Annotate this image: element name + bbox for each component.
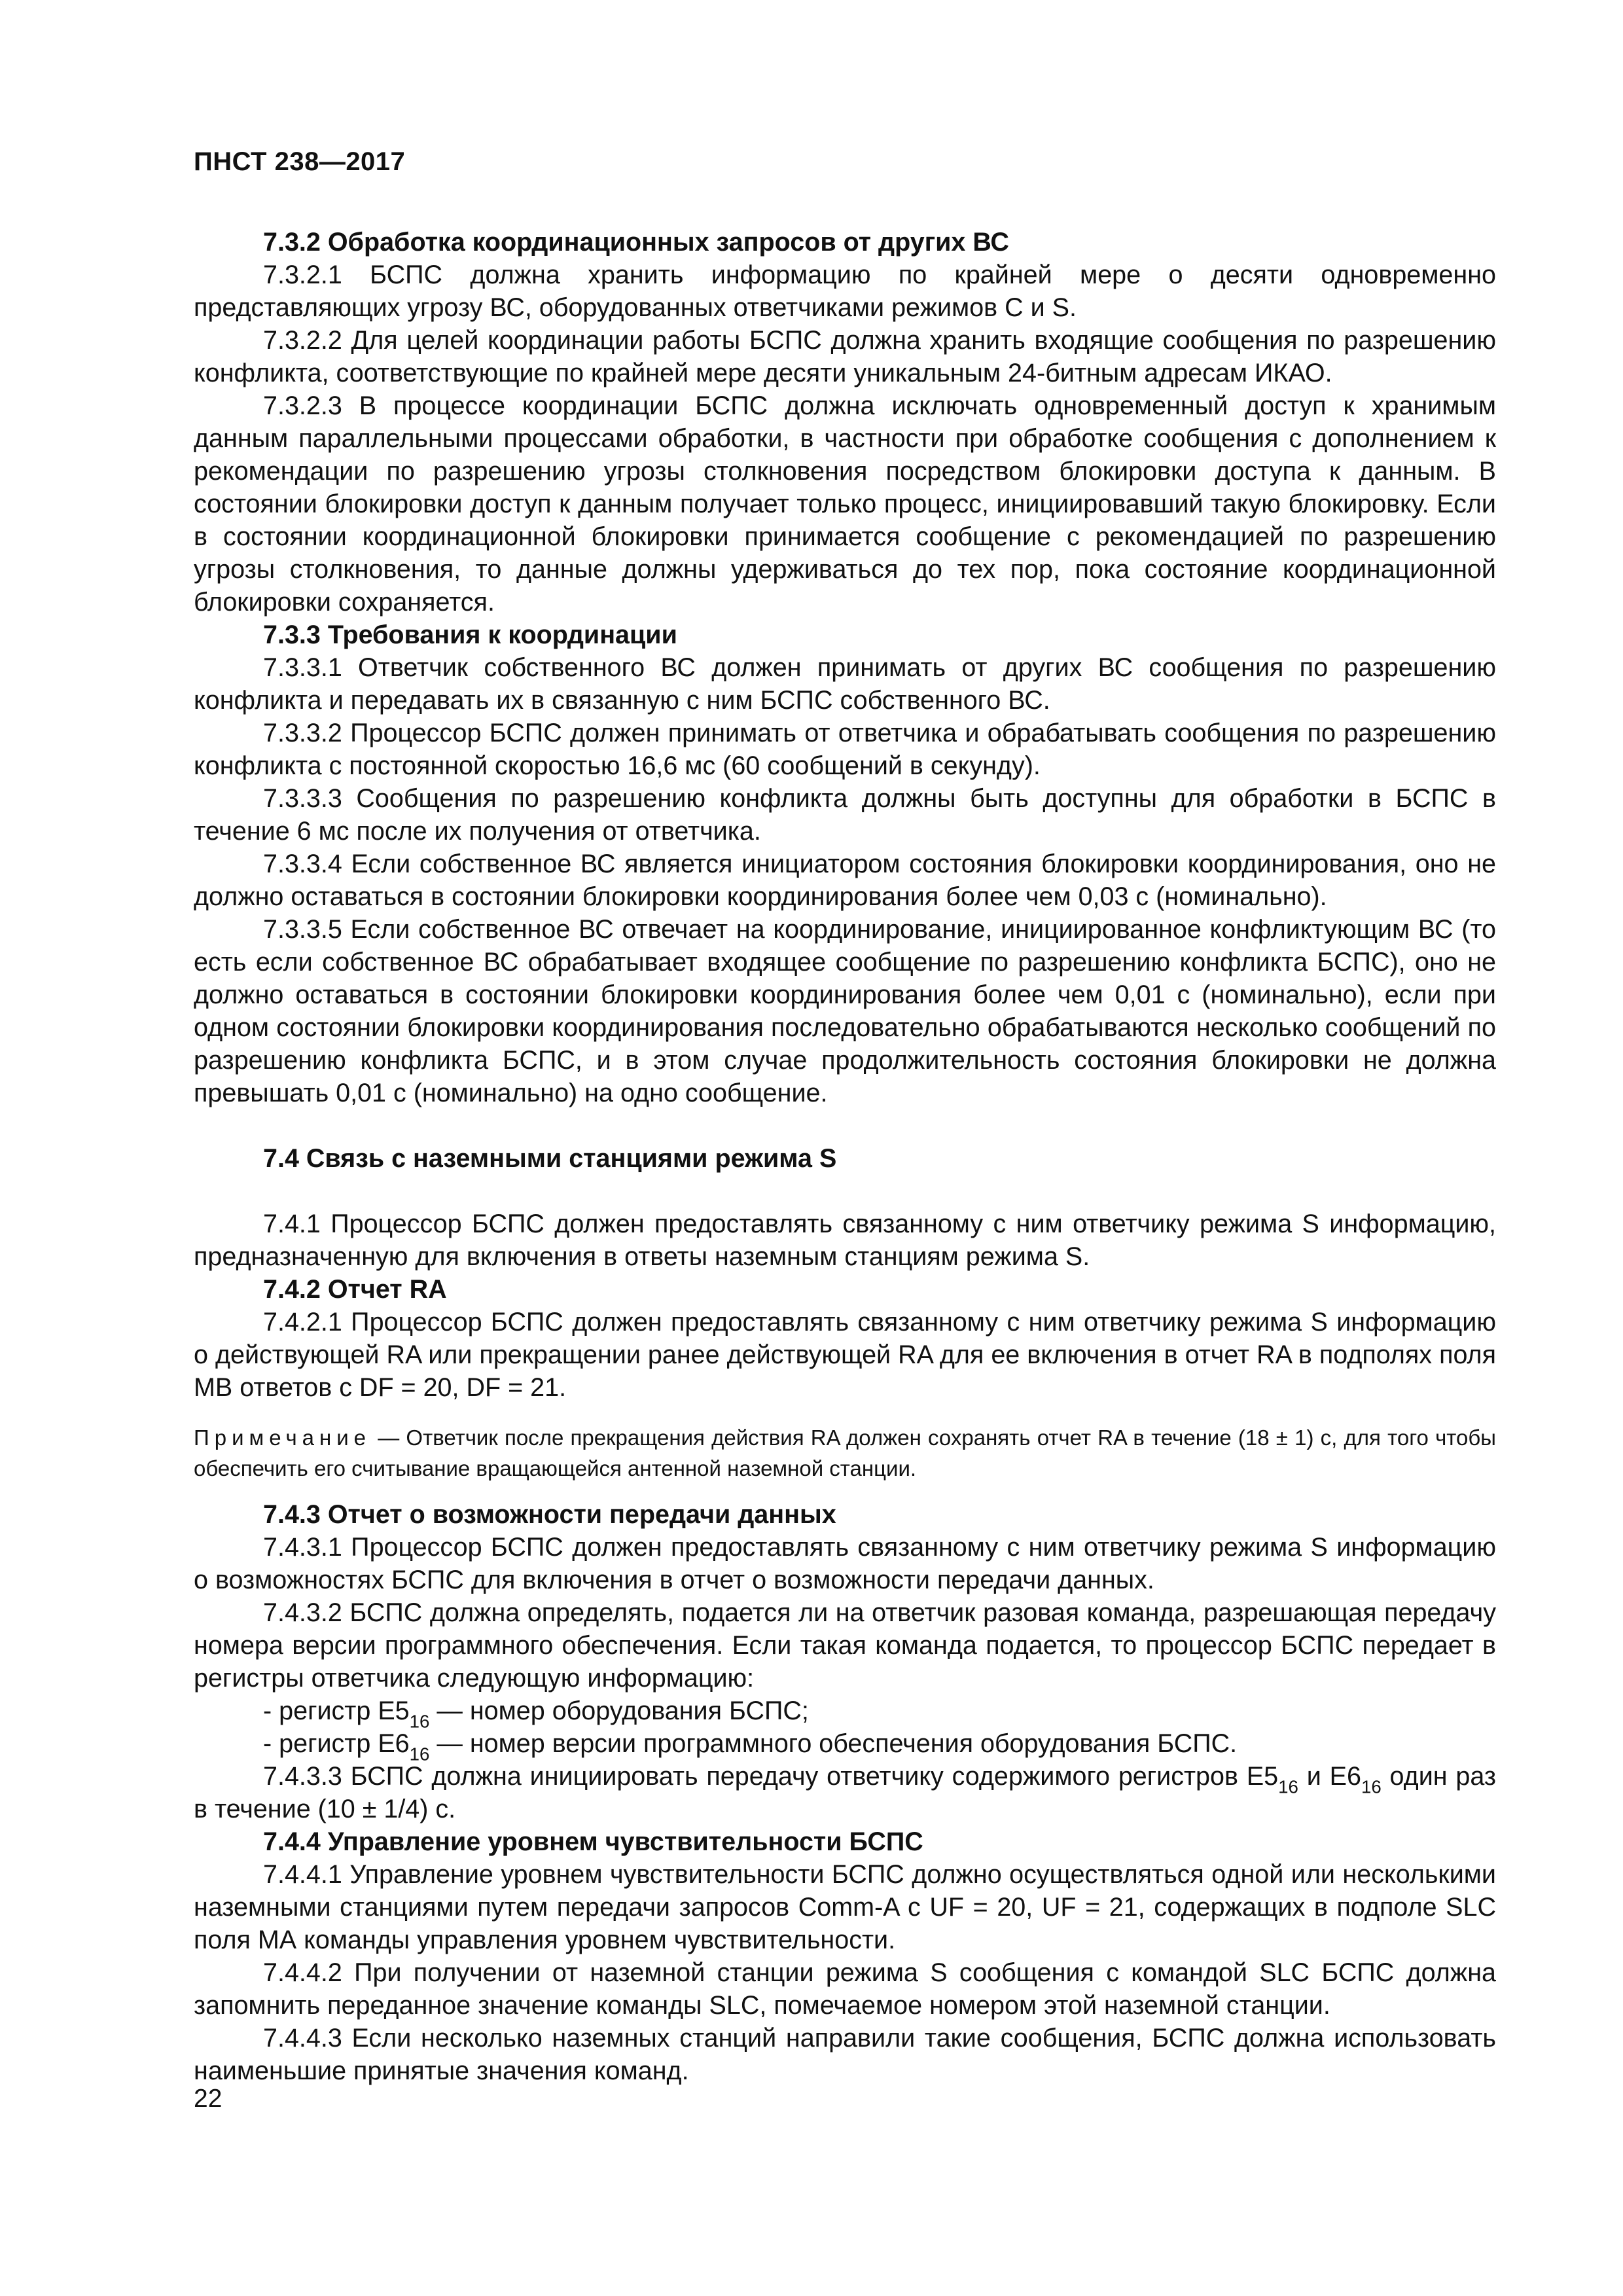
paragraph-7-4-1: 7.4.1 Процессор БСПС должен предоставлять связанному с ним ответчику режима S информацию, предназначенную для включения в ответы наземным станциям режима S. [194, 1210, 1496, 1271]
paragraph-text: 7.4.3.3 БСПС должна инициировать передачу ответчику содержимого регистров Е5 [263, 1762, 1279, 1791]
subscript: 16 [409, 1711, 430, 1732]
list-item-text: — номер оборудования БСПС; [429, 1696, 809, 1725]
paragraph-7-4-2-1: 7.4.2.1 Процессор БСПС должен предоставлять связанному с ним ответчику режима S информацию о действующей RA или прекращении ранее действующей RA для ее включения в отчет RA в подполях поля MB ответов с DF = 20, DF = 21. [194, 1308, 1496, 1402]
subscript: 16 [1278, 1776, 1298, 1797]
paragraph-7-4-4-2: 7.4.4.2 При получении от наземной станции режима S сообщения с командой SLC БСПС должна запомнить переданное значение команды SLC, помечаемое номером этой наземной станции. [194, 1958, 1496, 2020]
list-item-register-e5 [194, 1695, 1496, 1732]
paragraph-7-3-3-3: 7.3.3.3 Сообщения по разрешению конфликта должны быть доступны для обработки в БСПС в течение 6 мс после их получения от ответчика. [194, 784, 1496, 846]
paragraph-7-4-3-3 [194, 1760, 1496, 1825]
document-code: ПНСТ 238—2017 [194, 147, 406, 176]
paragraph-7-4-3-2: 7.4.3.2 БСПС должна определять, подается ли на ответчик разовая команда, разрешающая передачу номера версии программного обеспечения. Если такая команда подается, то процессор БСПС передает в регистры ответчика следующую информацию: [194, 1598, 1496, 1693]
paragraph-7-3-3-4: 7.3.3.4 Если собственное ВС является инициатором состояния блокировки координирования, оно не должно оставаться в состоянии блокировки координирования более чем 0,03 с (номинально). [194, 850, 1496, 911]
paragraph-7-4-3-1: 7.4.3.1 Процессор БСПС должен предоставлять связанному с ним ответчику режима S информацию о возможностях БСПС для включения в отчет о возможности передачи данных. [194, 1533, 1496, 1594]
note-paragraph [194, 1422, 1496, 1484]
list-item-text: - регистр Е5 [263, 1696, 410, 1725]
paragraph-text: один раз в течение (10 ± 1/4) с. [194, 1762, 1497, 1823]
page-number: 22 [194, 2085, 223, 2113]
section-7-3-2-heading: 7.3.2 Обработка координационных запросов от других ВС [263, 228, 1009, 257]
section-7-4-heading: 7.4 Связь с наземными станциями режима S [263, 1144, 837, 1173]
list-item-register-e6 [194, 1727, 1496, 1765]
page-body [194, 226, 1496, 2087]
subscript: 16 [1361, 1776, 1382, 1797]
section-7-4-2-heading: 7.4.2 Отчет RA [263, 1275, 447, 1304]
paragraph-7-3-2-3: 7.3.2.3 В процессе координации БСПС должна исключать одновременный доступ к хранимым данным параллельными процессами обработки, в частности при обработке сообщения с дополнением к рекомендации по разрешению угрозы столкновения посредством блокировки доступа к данным. В состоянии блокировки доступ к данным получает только процесс, инициировавший такую блокировку. Если в состоянии координационной блокировки принимается сообщение с рекомендацией по разрешению угрозы столкновения, то данные должны удерживаться до тех пор, пока состояние координационной блокировки сохраняется. [194, 391, 1496, 617]
paragraph-7-4-4-3: 7.4.4.3 Если несколько наземных станций направили такие сообщения, БСПС должна использовать наименьшие принятые значения команд. [194, 2024, 1496, 2085]
paragraph-7-3-3-1: 7.3.3.1 Ответчик собственного ВС должен принимать от других ВС сообщения по разрешению конфликта и передавать их в связанную с ним БСПС собственного ВС. [194, 653, 1496, 715]
subscript: 16 [409, 1744, 430, 1765]
section-7-4-4-heading: 7.4.4 Управление уровнем чувствительности БСПС [263, 1827, 923, 1856]
note-text: — Ответчик после прекращения действия RA должен сохранять отчет RA в течение (18 ± 1) с, для того чтобы обеспечить его считывание вращающейся антенной наземной станции. [194, 1426, 1496, 1480]
paragraph-7-3-3-5: 7.3.3.5 Если собственное ВС отвечает на координирование, инициированное конфликтующим ВС (то есть если собственное ВС обрабатывает входящее сообщение по разрешению конфликта БСПС), оно не должно оставаться в состоянии блокировки координирования более чем 0,01 с (номинально), если при одном состоянии блокировки координирования последовательно обрабатываются несколько сообщений по разрешению конфликта БСПС, и в этом случае продолжительность состояния блокировки не должна превышать 0,01 с (номинально) на одно сообщение. [194, 915, 1496, 1107]
section-7-4-3-heading: 7.4.3 Отчет о возможности передачи данных [263, 1500, 836, 1529]
paragraph-7-3-2-1: 7.3.2.1 БСПС должна хранить информацию по крайней мере о десяти одновременно представляющих угрозу ВС, оборудованных ответчиками режимов С и S. [194, 260, 1496, 322]
note-label: Примечание [194, 1426, 372, 1450]
paragraph-7-4-4-1: 7.4.4.1 Управление уровнем чувствительности БСПС должно осуществляться одной или несколькими наземными станциями путем передачи запросов Comm-A с UF = 20, UF = 21, содержащих в подполе SLC поля МА команды управления уровнем чувствительности. [194, 1860, 1496, 1954]
paragraph-text: и Е6 [1298, 1762, 1361, 1791]
list-item-text: - регистр Е6 [263, 1729, 410, 1758]
section-7-3-3-heading: 7.3.3 Требования к координации [263, 620, 677, 649]
paragraph-7-3-3-2: 7.3.3.2 Процессор БСПС должен принимать от ответчика и обрабатывать сообщения по разрешению конфликта с постоянной скоростью 16,6 мс (60 сообщений в секунду). [194, 719, 1496, 780]
paragraph-7-3-2-2: 7.3.2.2 Для целей координации работы БСПС должна хранить входящие сообщения по разрешению конфликта, соответствующие по крайней мере десяти уникальным 24-битным адресам ИКАО. [194, 326, 1496, 387]
list-item-text: — номер версии программного обеспечения оборудования БСПС. [429, 1729, 1238, 1758]
